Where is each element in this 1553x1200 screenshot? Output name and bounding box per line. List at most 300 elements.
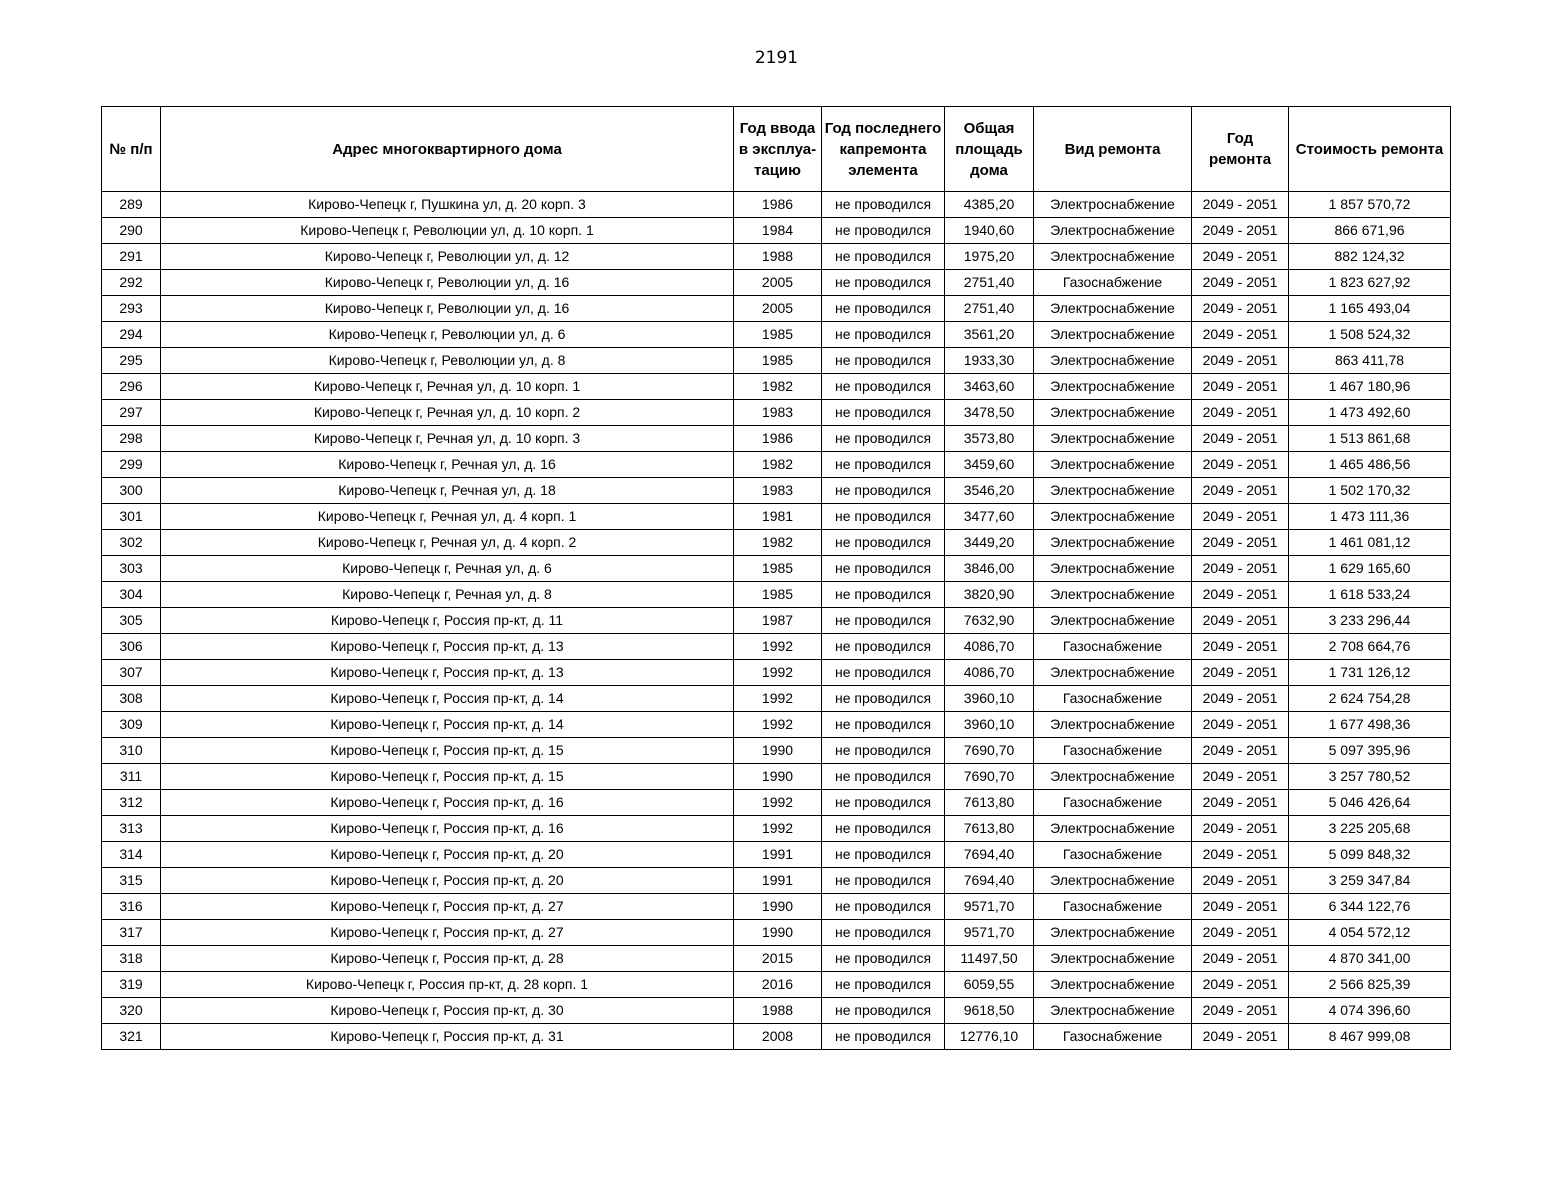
cell-num: 300 [102, 478, 161, 504]
table-row [102, 400, 1451, 426]
cell-last-repair: не проводился [822, 894, 945, 920]
cell-repair-years: 2049 - 2051 [1192, 218, 1289, 244]
cell-year-built: 2005 [734, 296, 822, 322]
table-row [102, 894, 1451, 920]
cell-area: 1975,20 [945, 244, 1034, 270]
cell-repair-type: Электроснабжение [1034, 764, 1192, 790]
cell-repair-years: 2049 - 2051 [1192, 686, 1289, 712]
cell-last-repair: не проводился [822, 530, 945, 556]
cell-repair-type: Электроснабжение [1034, 192, 1192, 218]
cell-repair-type: Газоснабжение [1034, 842, 1192, 868]
table-row [102, 738, 1451, 764]
cell-address: Кирово-Чепецк г, Революции ул, д. 6 [161, 322, 734, 348]
cell-year-built: 1992 [734, 790, 822, 816]
cell-address: Кирово-Чепецк г, Россия пр-кт, д. 20 [161, 842, 734, 868]
cell-year-built: 2016 [734, 972, 822, 998]
cell-repair-years: 2049 - 2051 [1192, 244, 1289, 270]
cell-num: 293 [102, 296, 161, 322]
table-row [102, 452, 1451, 478]
cell-num: 289 [102, 192, 161, 218]
cell-area: 9571,70 [945, 920, 1034, 946]
cell-num: 318 [102, 946, 161, 972]
cell-last-repair: не проводился [822, 868, 945, 894]
cell-repair-type: Электроснабжение [1034, 296, 1192, 322]
cell-year-built: 1990 [734, 738, 822, 764]
cell-year-built: 1992 [734, 634, 822, 660]
table-header-row [102, 107, 1451, 192]
cell-area: 2751,40 [945, 270, 1034, 296]
table-body [102, 192, 1451, 1050]
cell-area: 3573,80 [945, 426, 1034, 452]
cell-repair-years: 2049 - 2051 [1192, 400, 1289, 426]
cell-repair-years: 2049 - 2051 [1192, 296, 1289, 322]
cell-year-built: 1992 [734, 712, 822, 738]
cell-repair-years: 2049 - 2051 [1192, 712, 1289, 738]
cell-repair-years: 2049 - 2051 [1192, 764, 1289, 790]
cell-repair-type: Газоснабжение [1034, 790, 1192, 816]
cell-year-built: 1984 [734, 218, 822, 244]
cell-repair-type: Электроснабжение [1034, 582, 1192, 608]
repair-schedule-table [101, 106, 1451, 1050]
cell-repair-type: Электроснабжение [1034, 218, 1192, 244]
cell-year-built: 1990 [734, 894, 822, 920]
cell-cost: 3 257 780,52 [1289, 764, 1451, 790]
cell-last-repair: не проводился [822, 764, 945, 790]
cell-num: 301 [102, 504, 161, 530]
cell-address: Кирово-Чепецк г, Пушкина ул, д. 20 корп. 3 [161, 192, 734, 218]
cell-area: 3459,60 [945, 452, 1034, 478]
cell-cost: 1 165 493,04 [1289, 296, 1451, 322]
cell-num: 303 [102, 556, 161, 582]
cell-last-repair: не проводился [822, 504, 945, 530]
cell-year-built: 1986 [734, 426, 822, 452]
cell-repair-type: Электроснабжение [1034, 348, 1192, 374]
cell-area: 7694,40 [945, 842, 1034, 868]
cell-repair-years: 2049 - 2051 [1192, 270, 1289, 296]
cell-last-repair: не проводился [822, 244, 945, 270]
cell-repair-type: Электроснабжение [1034, 660, 1192, 686]
cell-num: 298 [102, 426, 161, 452]
cell-num: 321 [102, 1024, 161, 1050]
cell-cost: 1 473 111,36 [1289, 504, 1451, 530]
cell-year-built: 1985 [734, 348, 822, 374]
cell-year-built: 1992 [734, 686, 822, 712]
cell-address: Кирово-Чепецк г, Речная ул, д. 10 корп. 1 [161, 374, 734, 400]
cell-num: 307 [102, 660, 161, 686]
cell-repair-type: Электроснабжение [1034, 478, 1192, 504]
cell-year-built: 2008 [734, 1024, 822, 1050]
cell-last-repair: не проводился [822, 270, 945, 296]
cell-last-repair: не проводился [822, 972, 945, 998]
cell-last-repair: не проводился [822, 816, 945, 842]
cell-address: Кирово-Чепецк г, Россия пр-кт, д. 30 [161, 998, 734, 1024]
cell-repair-type: Газоснабжение [1034, 738, 1192, 764]
table-row [102, 218, 1451, 244]
cell-last-repair: не проводился [822, 660, 945, 686]
table-row [102, 946, 1451, 972]
cell-address: Кирово-Чепецк г, Россия пр-кт, д. 15 [161, 764, 734, 790]
cell-repair-years: 2049 - 2051 [1192, 504, 1289, 530]
cell-area: 3478,50 [945, 400, 1034, 426]
cell-cost: 1 502 170,32 [1289, 478, 1451, 504]
cell-area: 7613,80 [945, 790, 1034, 816]
table-row [102, 972, 1451, 998]
cell-cost: 1 857 570,72 [1289, 192, 1451, 218]
cell-area: 3561,20 [945, 322, 1034, 348]
cell-repair-type: Электроснабжение [1034, 322, 1192, 348]
cell-year-built: 1982 [734, 374, 822, 400]
cell-repair-type: Электроснабжение [1034, 504, 1192, 530]
cell-cost: 1 467 180,96 [1289, 374, 1451, 400]
cell-repair-type: Электроснабжение [1034, 920, 1192, 946]
table-row [102, 426, 1451, 452]
cell-repair-years: 2049 - 2051 [1192, 660, 1289, 686]
cell-num: 290 [102, 218, 161, 244]
cell-num: 305 [102, 608, 161, 634]
cell-cost: 1 513 861,68 [1289, 426, 1451, 452]
cell-area: 3463,60 [945, 374, 1034, 400]
cell-num: 311 [102, 764, 161, 790]
cell-repair-type: Газоснабжение [1034, 1024, 1192, 1050]
cell-repair-type: Электроснабжение [1034, 244, 1192, 270]
cell-num: 302 [102, 530, 161, 556]
cell-area: 4385,20 [945, 192, 1034, 218]
cell-year-built: 1991 [734, 868, 822, 894]
cell-cost: 1 473 492,60 [1289, 400, 1451, 426]
cell-cost: 1 508 524,32 [1289, 322, 1451, 348]
cell-area: 1933,30 [945, 348, 1034, 374]
cell-year-built: 1992 [734, 660, 822, 686]
cell-repair-type: Газоснабжение [1034, 270, 1192, 296]
cell-num: 309 [102, 712, 161, 738]
cell-num: 292 [102, 270, 161, 296]
cell-year-built: 1988 [734, 998, 822, 1024]
cell-cost: 2 566 825,39 [1289, 972, 1451, 998]
cell-address: Кирово-Чепецк г, Россия пр-кт, д. 15 [161, 738, 734, 764]
cell-last-repair: не проводился [822, 842, 945, 868]
cell-last-repair: не проводился [822, 738, 945, 764]
cell-last-repair: не проводился [822, 400, 945, 426]
cell-year-built: 1990 [734, 920, 822, 946]
cell-last-repair: не проводился [822, 556, 945, 582]
cell-area: 3820,90 [945, 582, 1034, 608]
cell-repair-type: Электроснабжение [1034, 530, 1192, 556]
cell-address: Кирово-Чепецк г, Речная ул, д. 18 [161, 478, 734, 504]
cell-last-repair: не проводился [822, 348, 945, 374]
cell-year-built: 1981 [734, 504, 822, 530]
header-repair-type: Вид ремонта [1034, 107, 1192, 192]
cell-repair-years: 2049 - 2051 [1192, 322, 1289, 348]
cell-cost: 3 233 296,44 [1289, 608, 1451, 634]
cell-last-repair: не проводился [822, 374, 945, 400]
cell-last-repair: не проводился [822, 322, 945, 348]
cell-last-repair: не проводился [822, 634, 945, 660]
table-row [102, 842, 1451, 868]
cell-last-repair: не проводился [822, 712, 945, 738]
header-address: Адрес многоквартирного дома [161, 107, 734, 192]
cell-area: 6059,55 [945, 972, 1034, 998]
cell-address: Кирово-Чепецк г, Россия пр-кт, д. 16 [161, 816, 734, 842]
cell-repair-type: Газоснабжение [1034, 686, 1192, 712]
cell-repair-years: 2049 - 2051 [1192, 868, 1289, 894]
cell-repair-type: Газоснабжение [1034, 634, 1192, 660]
cell-cost: 866 671,96 [1289, 218, 1451, 244]
cell-repair-years: 2049 - 2051 [1192, 582, 1289, 608]
cell-num: 308 [102, 686, 161, 712]
cell-num: 297 [102, 400, 161, 426]
cell-address: Кирово-Чепецк г, Россия пр-кт, д. 14 [161, 686, 734, 712]
cell-address: Кирово-Чепецк г, Россия пр-кт, д. 13 [161, 634, 734, 660]
cell-last-repair: не проводился [822, 218, 945, 244]
cell-repair-years: 2049 - 2051 [1192, 972, 1289, 998]
cell-repair-type: Электроснабжение [1034, 816, 1192, 842]
cell-year-built: 2015 [734, 946, 822, 972]
table-row [102, 686, 1451, 712]
cell-address: Кирово-Чепецк г, Речная ул, д. 4 корп. 1 [161, 504, 734, 530]
cell-repair-years: 2049 - 2051 [1192, 790, 1289, 816]
table-row [102, 348, 1451, 374]
table-row [102, 1024, 1451, 1050]
table-row [102, 920, 1451, 946]
cell-area: 3449,20 [945, 530, 1034, 556]
table-row [102, 192, 1451, 218]
table-row [102, 244, 1451, 270]
cell-last-repair: не проводился [822, 608, 945, 634]
cell-repair-years: 2049 - 2051 [1192, 894, 1289, 920]
cell-repair-years: 2049 - 2051 [1192, 608, 1289, 634]
cell-address: Кирово-Чепецк г, Революции ул, д. 16 [161, 270, 734, 296]
cell-area: 9571,70 [945, 894, 1034, 920]
cell-area: 3960,10 [945, 712, 1034, 738]
cell-address: Кирово-Чепецк г, Россия пр-кт, д. 27 [161, 894, 734, 920]
cell-address: Кирово-Чепецк г, Революции ул, д. 10 корп. 1 [161, 218, 734, 244]
cell-cost: 4 054 572,12 [1289, 920, 1451, 946]
cell-cost: 1 629 165,60 [1289, 556, 1451, 582]
cell-repair-years: 2049 - 2051 [1192, 478, 1289, 504]
cell-cost: 3 225 205,68 [1289, 816, 1451, 842]
cell-area: 9618,50 [945, 998, 1034, 1024]
cell-num: 312 [102, 790, 161, 816]
cell-year-built: 1987 [734, 608, 822, 634]
cell-area: 12776,10 [945, 1024, 1034, 1050]
cell-address: Кирово-Чепецк г, Речная ул, д. 8 [161, 582, 734, 608]
cell-num: 299 [102, 452, 161, 478]
cell-repair-type: Электроснабжение [1034, 998, 1192, 1024]
cell-repair-years: 2049 - 2051 [1192, 530, 1289, 556]
cell-last-repair: не проводился [822, 582, 945, 608]
cell-repair-years: 2049 - 2051 [1192, 920, 1289, 946]
cell-last-repair: не проводился [822, 296, 945, 322]
cell-cost: 863 411,78 [1289, 348, 1451, 374]
cell-area: 7694,40 [945, 868, 1034, 894]
cell-area: 7690,70 [945, 764, 1034, 790]
cell-cost: 1 618 533,24 [1289, 582, 1451, 608]
cell-cost: 1 461 081,12 [1289, 530, 1451, 556]
cell-cost: 8 467 999,08 [1289, 1024, 1451, 1050]
cell-area: 7632,90 [945, 608, 1034, 634]
cell-cost: 882 124,32 [1289, 244, 1451, 270]
cell-cost: 2 708 664,76 [1289, 634, 1451, 660]
cell-address: Кирово-Чепецк г, Россия пр-кт, д. 20 [161, 868, 734, 894]
cell-year-built: 1986 [734, 192, 822, 218]
cell-cost: 6 344 122,76 [1289, 894, 1451, 920]
cell-num: 315 [102, 868, 161, 894]
table-row [102, 634, 1451, 660]
cell-area: 2751,40 [945, 296, 1034, 322]
table-row [102, 322, 1451, 348]
table-row [102, 270, 1451, 296]
cell-num: 306 [102, 634, 161, 660]
cell-year-built: 1983 [734, 400, 822, 426]
table-row [102, 764, 1451, 790]
cell-repair-type: Электроснабжение [1034, 556, 1192, 582]
cell-area: 1940,60 [945, 218, 1034, 244]
header-num: № п/п [102, 107, 161, 192]
table-row [102, 582, 1451, 608]
cell-address: Кирово-Чепецк г, Россия пр-кт, д. 27 [161, 920, 734, 946]
table-row [102, 816, 1451, 842]
cell-repair-years: 2049 - 2051 [1192, 1024, 1289, 1050]
header-area: Общая площадь дома [945, 107, 1034, 192]
cell-cost: 5 046 426,64 [1289, 790, 1451, 816]
cell-cost: 5 097 395,96 [1289, 738, 1451, 764]
cell-num: 319 [102, 972, 161, 998]
cell-num: 314 [102, 842, 161, 868]
cell-cost: 1 677 498,36 [1289, 712, 1451, 738]
cell-year-built: 1982 [734, 530, 822, 556]
cell-repair-years: 2049 - 2051 [1192, 192, 1289, 218]
cell-repair-years: 2049 - 2051 [1192, 738, 1289, 764]
cell-cost: 5 099 848,32 [1289, 842, 1451, 868]
cell-repair-type: Электроснабжение [1034, 972, 1192, 998]
cell-cost: 1 823 627,92 [1289, 270, 1451, 296]
cell-year-built: 1985 [734, 322, 822, 348]
cell-area: 4086,70 [945, 660, 1034, 686]
table-row [102, 374, 1451, 400]
cell-repair-years: 2049 - 2051 [1192, 946, 1289, 972]
cell-num: 294 [102, 322, 161, 348]
cell-address: Кирово-Чепецк г, Россия пр-кт, д. 31 [161, 1024, 734, 1050]
cell-repair-type: Электроснабжение [1034, 868, 1192, 894]
cell-address: Кирово-Чепецк г, Россия пр-кт, д. 28 корп. 1 [161, 972, 734, 998]
cell-cost: 1 731 126,12 [1289, 660, 1451, 686]
header-repair-years: Год ремонта [1192, 107, 1289, 192]
cell-last-repair: не проводился [822, 790, 945, 816]
cell-address: Кирово-Чепецк г, Речная ул, д. 6 [161, 556, 734, 582]
cell-address: Кирово-Чепецк г, Россия пр-кт, д. 16 [161, 790, 734, 816]
cell-repair-type: Газоснабжение [1034, 894, 1192, 920]
cell-repair-type: Электроснабжение [1034, 712, 1192, 738]
table-row [102, 660, 1451, 686]
cell-last-repair: не проводился [822, 686, 945, 712]
cell-repair-type: Электроснабжение [1034, 452, 1192, 478]
cell-num: 316 [102, 894, 161, 920]
cell-address: Кирово-Чепецк г, Россия пр-кт, д. 11 [161, 608, 734, 634]
cell-cost: 2 624 754,28 [1289, 686, 1451, 712]
cell-cost: 1 465 486,56 [1289, 452, 1451, 478]
cell-year-built: 1990 [734, 764, 822, 790]
cell-year-built: 1991 [734, 842, 822, 868]
cell-num: 310 [102, 738, 161, 764]
cell-num: 291 [102, 244, 161, 270]
cell-num: 320 [102, 998, 161, 1024]
cell-last-repair: не проводился [822, 426, 945, 452]
cell-repair-years: 2049 - 2051 [1192, 426, 1289, 452]
table-row [102, 998, 1451, 1024]
header-cost: Стоимость ремонта [1289, 107, 1451, 192]
cell-repair-type: Электроснабжение [1034, 608, 1192, 634]
table-row [102, 712, 1451, 738]
cell-area: 3846,00 [945, 556, 1034, 582]
cell-address: Кирово-Чепецк г, Россия пр-кт, д. 14 [161, 712, 734, 738]
cell-repair-years: 2049 - 2051 [1192, 348, 1289, 374]
cell-address: Кирово-Чепецк г, Речная ул, д. 10 корп. 2 [161, 400, 734, 426]
cell-address: Кирово-Чепецк г, Революции ул, д. 12 [161, 244, 734, 270]
cell-repair-years: 2049 - 2051 [1192, 374, 1289, 400]
cell-last-repair: не проводился [822, 920, 945, 946]
cell-year-built: 1985 [734, 556, 822, 582]
cell-cost: 4 074 396,60 [1289, 998, 1451, 1024]
cell-repair-type: Электроснабжение [1034, 374, 1192, 400]
cell-area: 3960,10 [945, 686, 1034, 712]
cell-year-built: 1982 [734, 452, 822, 478]
cell-area: 4086,70 [945, 634, 1034, 660]
cell-address: Кирово-Чепецк г, Речная ул, д. 16 [161, 452, 734, 478]
cell-address: Кирово-Чепецк г, Россия пр-кт, д. 13 [161, 660, 734, 686]
cell-num: 313 [102, 816, 161, 842]
cell-num: 304 [102, 582, 161, 608]
cell-last-repair: не проводился [822, 192, 945, 218]
cell-area: 3477,60 [945, 504, 1034, 530]
cell-address: Кирово-Чепецк г, Россия пр-кт, д. 28 [161, 946, 734, 972]
table-row [102, 504, 1451, 530]
header-year-built: Год ввода в эксплуа-тацию [734, 107, 822, 192]
cell-address: Кирово-Чепецк г, Речная ул, д. 4 корп. 2 [161, 530, 734, 556]
cell-repair-years: 2049 - 2051 [1192, 816, 1289, 842]
cell-cost: 3 259 347,84 [1289, 868, 1451, 894]
cell-year-built: 1992 [734, 816, 822, 842]
cell-repair-years: 2049 - 2051 [1192, 452, 1289, 478]
cell-address: Кирово-Чепецк г, Революции ул, д. 8 [161, 348, 734, 374]
cell-address: Кирово-Чепецк г, Речная ул, д. 10 корп. 3 [161, 426, 734, 452]
cell-repair-years: 2049 - 2051 [1192, 556, 1289, 582]
cell-num: 295 [102, 348, 161, 374]
table-row [102, 478, 1451, 504]
cell-area: 7613,80 [945, 816, 1034, 842]
cell-cost: 4 870 341,00 [1289, 946, 1451, 972]
cell-last-repair: не проводился [822, 478, 945, 504]
cell-repair-years: 2049 - 2051 [1192, 998, 1289, 1024]
table-row [102, 608, 1451, 634]
table-row [102, 530, 1451, 556]
cell-repair-years: 2049 - 2051 [1192, 842, 1289, 868]
cell-year-built: 2005 [734, 270, 822, 296]
table-row [102, 556, 1451, 582]
cell-address: Кирово-Чепецк г, Революции ул, д. 16 [161, 296, 734, 322]
cell-repair-type: Электроснабжение [1034, 426, 1192, 452]
page-number: 2191 [754, 48, 799, 68]
cell-repair-type: Электроснабжение [1034, 946, 1192, 972]
cell-area: 11497,50 [945, 946, 1034, 972]
table-row [102, 296, 1451, 322]
cell-last-repair: не проводился [822, 452, 945, 478]
cell-num: 296 [102, 374, 161, 400]
cell-year-built: 1988 [734, 244, 822, 270]
cell-repair-years: 2049 - 2051 [1192, 634, 1289, 660]
cell-area: 3546,20 [945, 478, 1034, 504]
header-last-repair: Год последнего капремонта элемента [822, 107, 945, 192]
cell-year-built: 1985 [734, 582, 822, 608]
